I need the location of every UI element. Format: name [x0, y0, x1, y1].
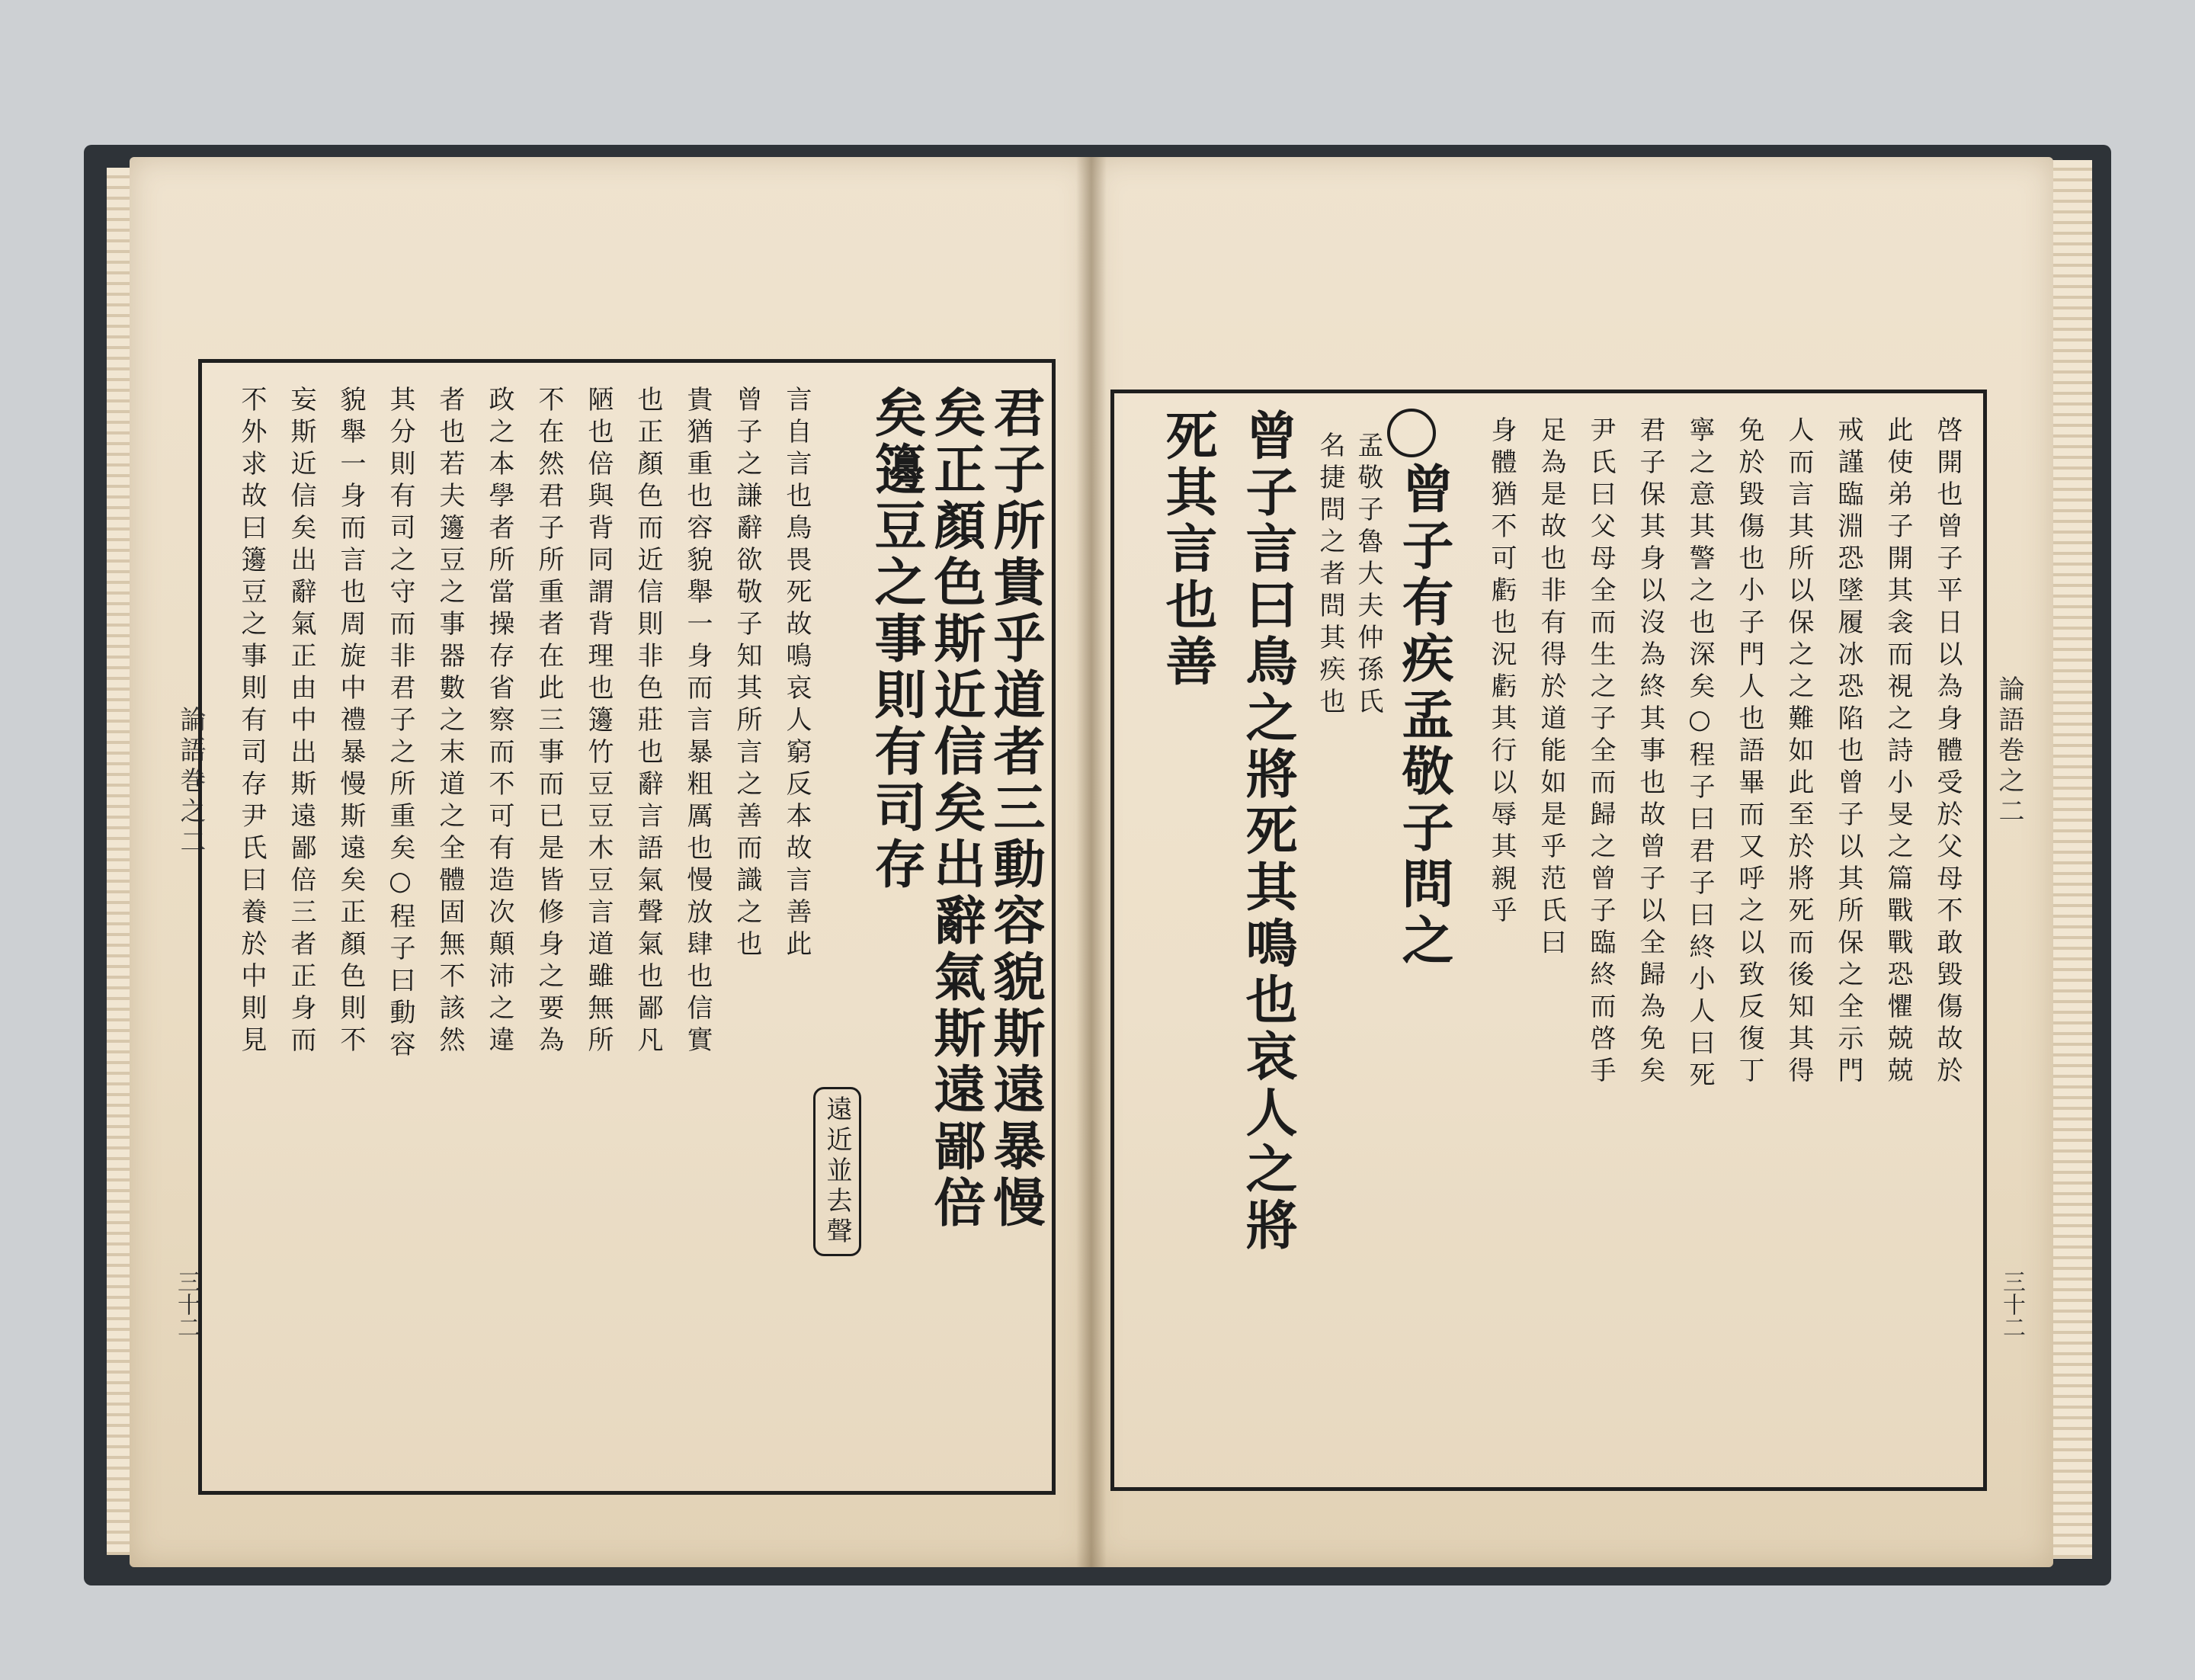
commentary-column-5: 陋也倍與背同謂背理也籩竹豆豆木豆言道雖無所 — [583, 386, 614, 1058]
right-margin-title: 論語巻之二 — [1994, 675, 2024, 828]
commentary-column-12: 不外求故曰籩豆之事則有司存尹氏曰養於中則見 — [236, 386, 267, 1058]
right-text-frame — [1110, 390, 1987, 1491]
commentary-column-8: 尹氏曰父母全而生之子全而歸之曾子臨終而啓手 — [1585, 416, 1616, 1088]
main-text-column-3: 矣籩豆之事則有司存 — [866, 386, 927, 893]
right-page — [1091, 157, 2053, 1567]
left-page — [130, 157, 1091, 1567]
commentary-column-6: 不在然君子所重者在此三事而已是皆修身之要為 — [534, 386, 564, 1058]
right-page-edges — [2050, 160, 2092, 1559]
left-page-number: 三十二 — [173, 1270, 200, 1339]
main-text-column-1: 曾子有疾孟敬子問之 — [1393, 462, 1454, 970]
commentary-column-8: 者也若夫籩豆之事器數之末道之全體固無不該然 — [434, 386, 465, 1058]
commentary-column-7: 政之本學者所當操存省察而不可有造次顛沛之違 — [484, 386, 514, 1058]
commentary-column-11: 妄斯近信矣出辭氣正由中出斯遠鄙倍三者正身而 — [286, 386, 316, 1058]
commentary-column-9: 足為是故也非有得於道能如是乎范氏曰 — [1536, 416, 1566, 960]
main-text-column-2: 曾子言曰鳥之將死其鳴也哀人之將 — [1237, 409, 1298, 1255]
main-text-column-2: 矣正顏色斯近信矣出辭氣斯遠鄙倍 — [925, 386, 986, 1232]
main-text-column-3: 死其言也善 — [1157, 409, 1218, 691]
open-book — [99, 145, 2096, 1578]
left-text-frame — [198, 359, 1056, 1495]
commentary-column-7: 君子保其身以沒為終其事也故曾子以全歸為免矣 — [1635, 416, 1665, 1088]
commentary-column-10: 身體猶不可虧也況虧其行以辱其親乎 — [1486, 416, 1517, 928]
right-page-number: 三十二 — [1998, 1270, 2025, 1339]
commentary-column-10: 貌舉一身而言也周旋中禮暴慢斯遠矣正顏色則不 — [335, 386, 366, 1058]
commentary-column-2: 此使弟子開其衾而視之詩小旻之篇戰戰恐懼兢兢 — [1883, 416, 1913, 1088]
main-text-column-1: 君子所貴乎道者三動容貌斯遠暴慢 — [985, 386, 1046, 1232]
commentary-column-1: 言自言也鳥畏死故鳴哀人窮反本故言善此 — [781, 386, 812, 962]
note-column-2: 名捷問之者問其疾也 — [1315, 431, 1345, 720]
note-column-1: 孟敬子魯大夫仲孫氏 — [1353, 431, 1383, 720]
book-gutter — [1076, 157, 1107, 1567]
commentary-column-3: 戒謹臨淵恐墜履冰恐陷也曾子以其所保之全示門 — [1833, 416, 1863, 1088]
commentary-column-2: 曾子之謙辭欲敬子知其所言之善而識之也 — [732, 386, 762, 962]
left-margin-title: 論語巻之二 — [175, 706, 206, 858]
commentary-column-6: 寧之意其警之也深矣○程子曰君子曰終小人曰死 — [1684, 416, 1715, 1093]
commentary-column-4: 人而言其所以保之之難如此至於將死而後知其得 — [1783, 416, 1814, 1088]
commentary-column-1: 啓開也曾子平日以為身體受於父母不敢毀傷故於 — [1932, 416, 1963, 1088]
commentary-column-3: 貴猶重也容貌舉一身而言暴粗厲也慢放肆也信實 — [682, 386, 713, 1058]
commentary-column-9: 其分則有司之守而非君子之所重矣○程子曰動容 — [385, 386, 415, 1063]
pronunciation-note: 遠近並去聲 — [813, 1087, 861, 1256]
commentary-column-4: 也正顏色而近信則非色莊也辭言語氣聲氣也鄙凡 — [633, 386, 663, 1058]
section-marker-circle — [1387, 409, 1436, 457]
commentary-column-5: 免於毀傷也小子門人也語畢而又呼之以致反復丁 — [1734, 416, 1764, 1088]
